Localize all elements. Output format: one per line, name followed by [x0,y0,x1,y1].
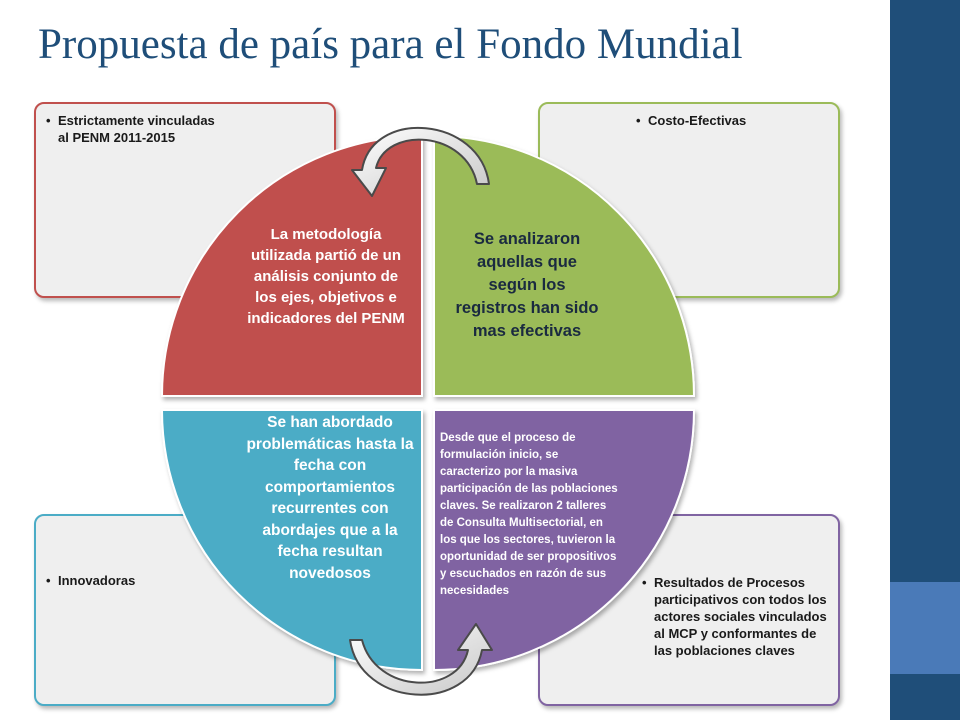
quadrant-purple-text: Desde que el proceso de formulación inicio, se caracterizo por la masiva participación de las poblaciones claves. Se realizaron 2 talleres de Consulta Multisectorial, en los que los sectores, tuvieron la oportunidad de ser propositivos y escuchados en razón de sus necesidades [440,432,618,597]
slide-title: Propuesta de país para el Fondo Mundial [38,21,743,68]
bullet-item: • Innovadoras [46,572,206,589]
quadrant-green-text: Se analizaron aquellas que según los registros han sido mas efectivas [455,230,599,340]
bullet-item: • Estrictamente vinculadas al PENM 2011-2015 [46,112,216,146]
bullet-item: • Costo-Efectivas [636,112,836,129]
quadrant-blue-text: Se han abordado problemáticas hasta la fecha con comportamientos recurrentes con abordajes que a la fecha resultan novedosos [246,414,414,582]
quadrant-red-text: La metodología utilizada partió de un análisis conjunto de los ejes, objetivos e indicadores del PENM [247,226,405,327]
bullet-item: • Resultados de Procesos participativos con todos los actores sociales vinculados al MCP y conformantes de las poblaciones claves [642,574,832,659]
